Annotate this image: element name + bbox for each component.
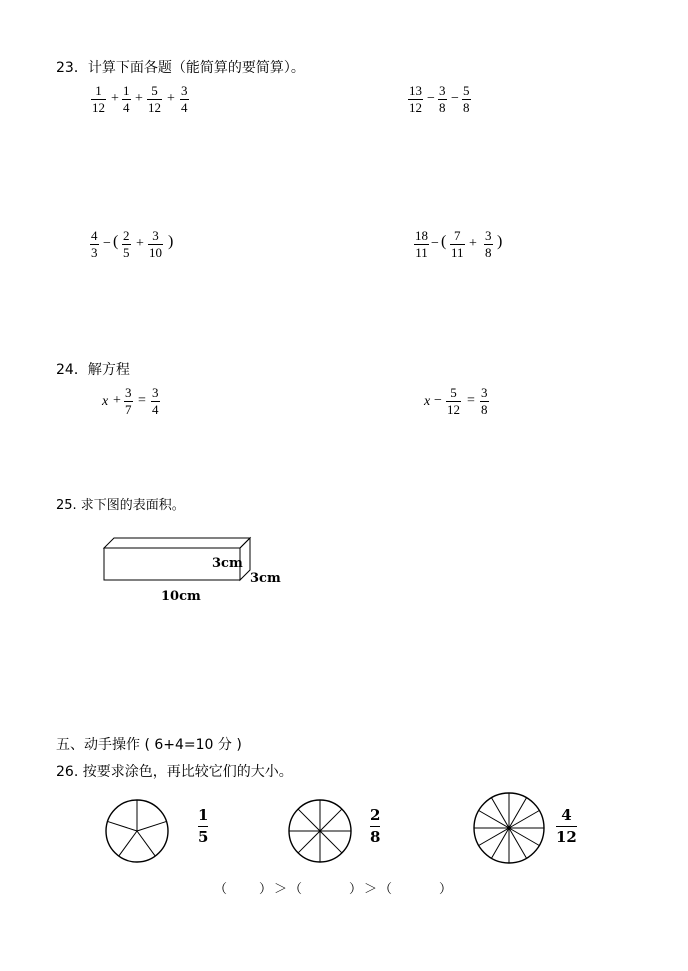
- q26-header: 26. 按要求涂色，再比较它们的大小。: [56, 764, 293, 780]
- right-paren: ): [168, 233, 174, 250]
- circle-12-parts: [471, 790, 547, 866]
- height-label: 3cm: [212, 556, 243, 571]
- fraction: 5 8: [463, 83, 470, 115]
- plus-sign: +: [111, 91, 119, 106]
- fraction-4-12: 4 12: [556, 806, 577, 846]
- plus-sign: +: [136, 236, 144, 251]
- slice-divider: [137, 831, 155, 856]
- fraction: 3 8: [481, 385, 488, 417]
- slice-divider: [298, 809, 320, 831]
- slice-divider: [298, 831, 320, 853]
- equals-sign: =: [467, 393, 475, 408]
- minus-sign: −: [103, 236, 111, 251]
- fraction: 5 12: [447, 385, 460, 417]
- fraction: 1 4: [123, 83, 130, 115]
- minus-sign: −: [427, 91, 435, 106]
- minus-sign: −: [431, 236, 439, 251]
- fraction: 7 11: [451, 228, 464, 260]
- slice-divider: [108, 821, 137, 831]
- slice-divider: [137, 821, 166, 831]
- equals-sign: =: [138, 393, 146, 408]
- fraction: 1 12: [92, 83, 105, 115]
- fraction: 3 8: [439, 83, 446, 115]
- slice-divider: [119, 831, 137, 856]
- plus-sign: +: [469, 236, 477, 251]
- slice-divider: [320, 809, 342, 831]
- minus-sign: −: [434, 393, 442, 408]
- fraction-1-5: 1 5: [198, 806, 209, 846]
- fraction: 3 10: [149, 228, 162, 260]
- fraction: 5 12: [148, 83, 161, 115]
- fraction: 3 8: [485, 228, 492, 260]
- slice-divider: [320, 831, 342, 853]
- depth-label: 3cm: [250, 571, 281, 586]
- q25-header: 25. 求下图的表面积。: [56, 498, 185, 513]
- minus-sign: −: [451, 91, 459, 106]
- fraction: 2 5: [123, 228, 130, 260]
- variable-x: x: [102, 394, 109, 409]
- length-label: 10cm: [161, 589, 201, 604]
- fraction: 18 11: [415, 228, 428, 260]
- q23-header: 23．计算下面各题（能简算的要简算）。: [56, 60, 305, 76]
- fraction: 4 3: [91, 228, 98, 260]
- comparison-blanks[interactable]: （ ）＞（ ）＞（ ）: [214, 882, 455, 897]
- section5-header: 五、动手操作 ( 6+4=10 分 ): [56, 737, 242, 753]
- left-paren: (: [113, 233, 119, 250]
- fraction: 3 4: [181, 83, 188, 115]
- fraction: 13 12: [409, 83, 422, 115]
- plus-sign: +: [167, 91, 175, 106]
- variable-x: x: [424, 394, 431, 409]
- right-paren: ): [497, 233, 503, 250]
- plus-sign: +: [113, 393, 121, 408]
- left-paren: (: [441, 233, 447, 250]
- fraction-2-8: 2 8: [370, 806, 381, 846]
- circle-8-parts: [286, 797, 354, 865]
- plus-sign: +: [135, 91, 143, 106]
- fraction: 3 7: [125, 385, 132, 417]
- circle-5-parts: [103, 797, 171, 865]
- fraction: 3 4: [152, 385, 159, 417]
- q24-header: 24．解方程: [56, 362, 130, 378]
